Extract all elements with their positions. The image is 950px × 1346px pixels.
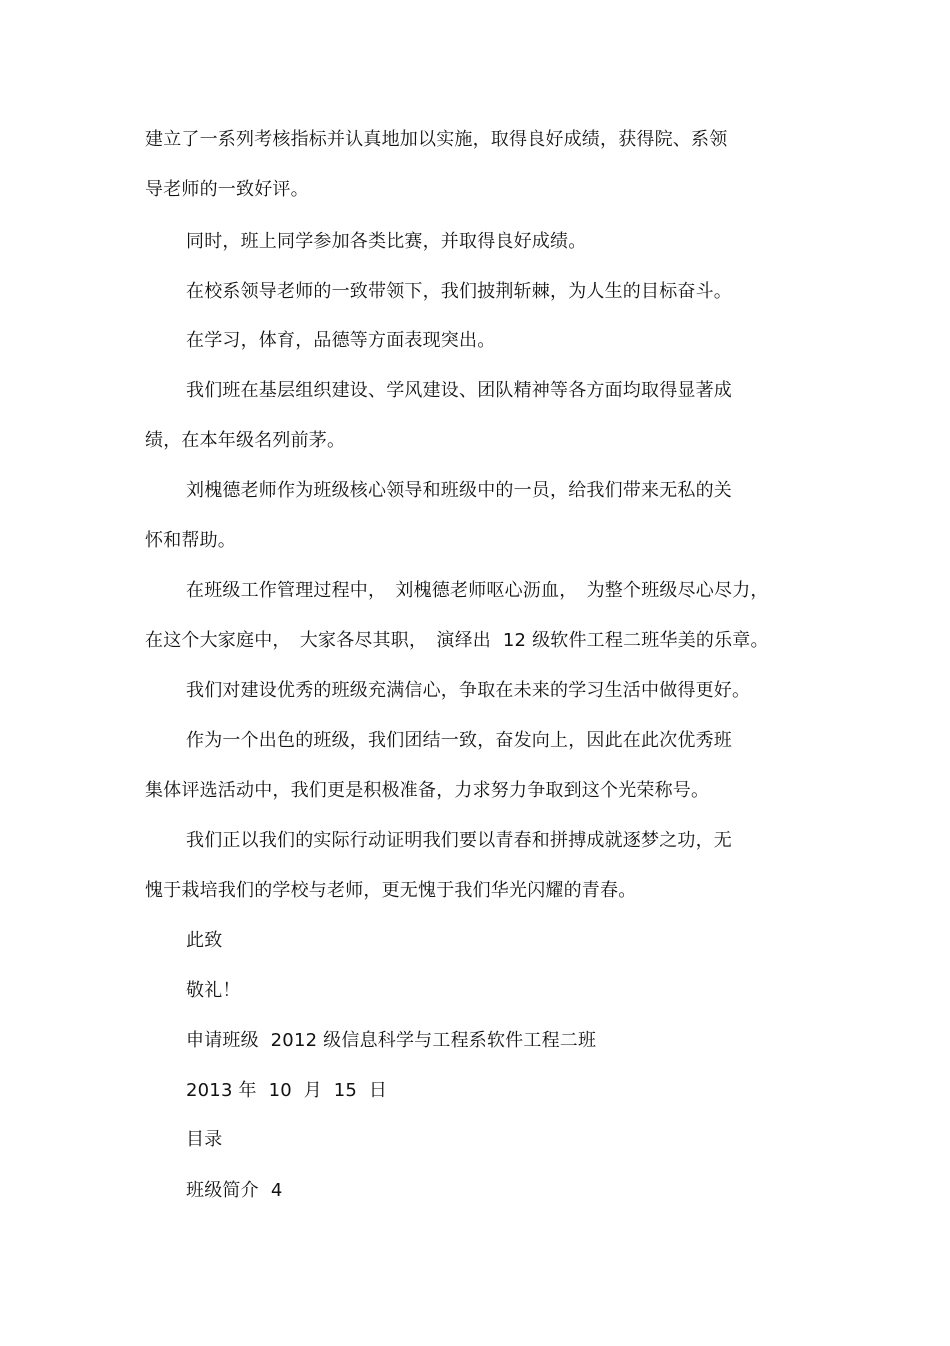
paragraph-line: 建立了一系列考核指标并认真地加以实施，取得良好成绩，获得院、系领 (145, 129, 728, 150)
closing-regards: 敬礼！ (186, 980, 241, 1001)
paragraph-line: 在班级工作管理过程中， 刘槐德老师呕心沥血， 为整个班级尽心尽力， (186, 580, 769, 601)
signature-date: 2013 年 10 月 15 日 (186, 1080, 388, 1101)
paragraph-line: 怀和帮助。 (145, 530, 236, 551)
paragraph-line: 在校系领导老师的一致带领下，我们披荆斩棘，为人生的目标奋斗。 (186, 281, 732, 302)
closing-salutation: 此致 (186, 930, 223, 951)
paragraph-line: 我们对建设优秀的班级充满信心，争取在未来的学习生活中做得更好。 (186, 680, 751, 701)
paragraph-line: 愧于栽培我们的学校与老师，更无愧于我们华光闪耀的青春。 (145, 880, 637, 901)
paragraph-line: 在学习，体育，品德等方面表现突出。 (186, 330, 496, 351)
paragraph-line: 同时，班上同学参加各类比赛，并取得良好成绩。 (186, 231, 587, 252)
paragraph-line: 导老师的一致好评。 (145, 179, 309, 200)
toc-entry (186, 1179, 282, 1203)
paragraph-line: 刘槐德老师作为班级核心领导和班级中的一员，给我们带来无私的关 (186, 480, 732, 501)
paragraph-line: 在这个大家庭中， 大家各尽其职， 演绎出 12 级软件工程二班华美的乐章。 (145, 630, 769, 651)
paragraph-line: 绩，在本年级名列前茅。 (145, 430, 346, 451)
paragraph-line: 作为一个出色的班级，我们团结一致，奋发向上，因此在此次优秀班 (186, 730, 732, 751)
applicant-class: 申请班级 2012 级信息科学与工程系软件工程二班 (186, 1030, 597, 1051)
paragraph-line: 我们正以我们的实际行动证明我们要以青春和拼搏成就逐梦之功，无 (186, 830, 732, 851)
paragraph-line: 集体评选活动中，我们更是积极准备，力求努力争取到这个光荣称号。 (145, 780, 710, 801)
toc-entry-page: 4 (270, 1180, 283, 1201)
toc-entry-title: 班级简介 (186, 1180, 259, 1201)
toc-heading: 目录 (186, 1129, 223, 1150)
paragraph-line: 我们班在基层组织建设、学风建设、团队精神等各方面均取得显著成 (186, 380, 732, 401)
